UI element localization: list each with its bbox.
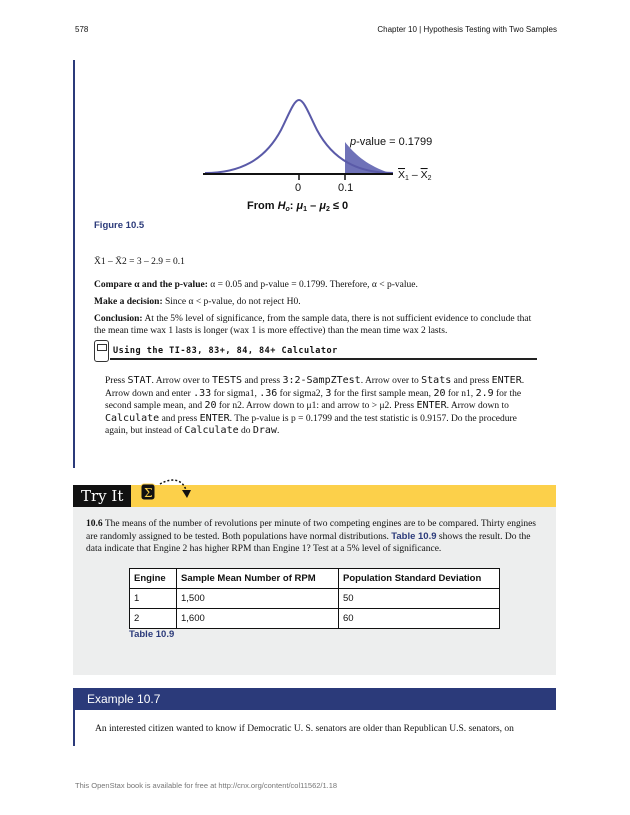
tick-zero-label: 0 (295, 182, 302, 194)
conclusion-text: At the 5% level of significance, from the sample data, there is not sufficient evidence to conclude that the mean time wax 1 lasts is longer (wax 1 is more effective) than the mean time wax 2 lasts. (94, 314, 532, 336)
data-table (129, 568, 500, 629)
decision-label: Make a decision: (94, 297, 163, 307)
left-margin-rule (73, 60, 75, 468)
figure-caption: Figure 10.5 (94, 220, 145, 231)
example-title: Example 10.7 (73, 688, 556, 710)
tick-point-one-label: 0.1 (338, 182, 354, 194)
calculator-title: Using the TI-83, 83+, 84, 84+ Calculator (113, 346, 338, 356)
decision-paragraph (94, 296, 541, 308)
difference-equation: X̄1 – X̄2 = 3 – 2.9 = 0.1 (94, 257, 185, 267)
example-margin-rule (73, 710, 75, 746)
exercise-number: 10.6 (86, 519, 103, 529)
example-paragraph: An interested citizen wanted to know if Democratic U. S. senators are older than Republican U.S. senators, on (95, 724, 514, 734)
table-cell: 1,600 (177, 609, 339, 629)
table-caption: Table 10.9 (129, 629, 175, 640)
table-cell: 1 (130, 589, 177, 609)
pvalue-label: p-value = 0.1799 (350, 136, 433, 148)
svg-text:Σ: Σ (144, 486, 153, 500)
compare-label: Compare α and the p-value: (94, 280, 208, 290)
tryit-label: Try It (73, 485, 131, 507)
chapter-title: Chapter 10 | Hypothesis Testing with Two Samples (377, 25, 557, 34)
calculator-instructions: Press STAT. Arrow over to TESTS and press 3:2-SampZTest. Arrow over to Stats and press ENTER. Arrow down and enter .33 for sigma1, .36 for sigma2, 3 for the first sample mean, 20 for n1, 2.9 for the second sample mean, and 20 for n2. Arrow down to μ1: and arrow to > μ2. Press ENTER. Arrow down to Calculate and press ENTER. The p-value is p = 0.1799 and the test statistic is 0.9157. Do the procedure again, but instead of Calculate do Draw. (105, 375, 525, 436)
h0-label: From Ho: μ1 – μ2 ≤ 0 (247, 200, 349, 213)
table-header-cell: Population Standard Deviation (339, 569, 500, 589)
normal-curve-figure (195, 90, 455, 215)
tryit-sigma-icon (140, 478, 195, 508)
table-cell: 2 (130, 609, 177, 629)
table-header-cell: Engine (130, 569, 177, 589)
conclusion-paragraph (94, 313, 541, 337)
page-number: 578 (75, 25, 89, 34)
table-cell: 50 (339, 589, 500, 609)
table-link[interactable]: Table 10.9 (391, 530, 437, 542)
table-header-row (130, 569, 500, 589)
tryit-paragraph: 10.6 The means of the number of revolutions per minute of two competing engines are to be compared. Thirty engines are randomly assigned to be tested. Both populations have normal distributions. Table 10.9 shows the result. Do the data indicate that Engine 2 has higher RPM than Engine 1? Test at a 5% level of significance. (86, 519, 537, 554)
footer: This OpenStax book is available for free at http://cnx.org/content/col11562/1.18 (75, 781, 338, 790)
conclusion-label: Conclusion: (94, 314, 143, 324)
table-row (130, 609, 500, 629)
table-cell: 60 (339, 609, 500, 629)
decision-text: Since α < p-value, do not reject H0. (164, 297, 301, 307)
axis-label: X1 – X2 (398, 169, 432, 182)
calculator-icon (94, 340, 109, 362)
calculator-rule (110, 358, 537, 360)
table-header-cell: Sample Mean Number of RPM (177, 569, 339, 589)
table-cell: 1,500 (177, 589, 339, 609)
compare-paragraph (94, 279, 541, 291)
table-row (130, 589, 500, 609)
compare-text: α = 0.05 and p-value = 0.1799. Therefore, α < p-value. (210, 280, 418, 290)
